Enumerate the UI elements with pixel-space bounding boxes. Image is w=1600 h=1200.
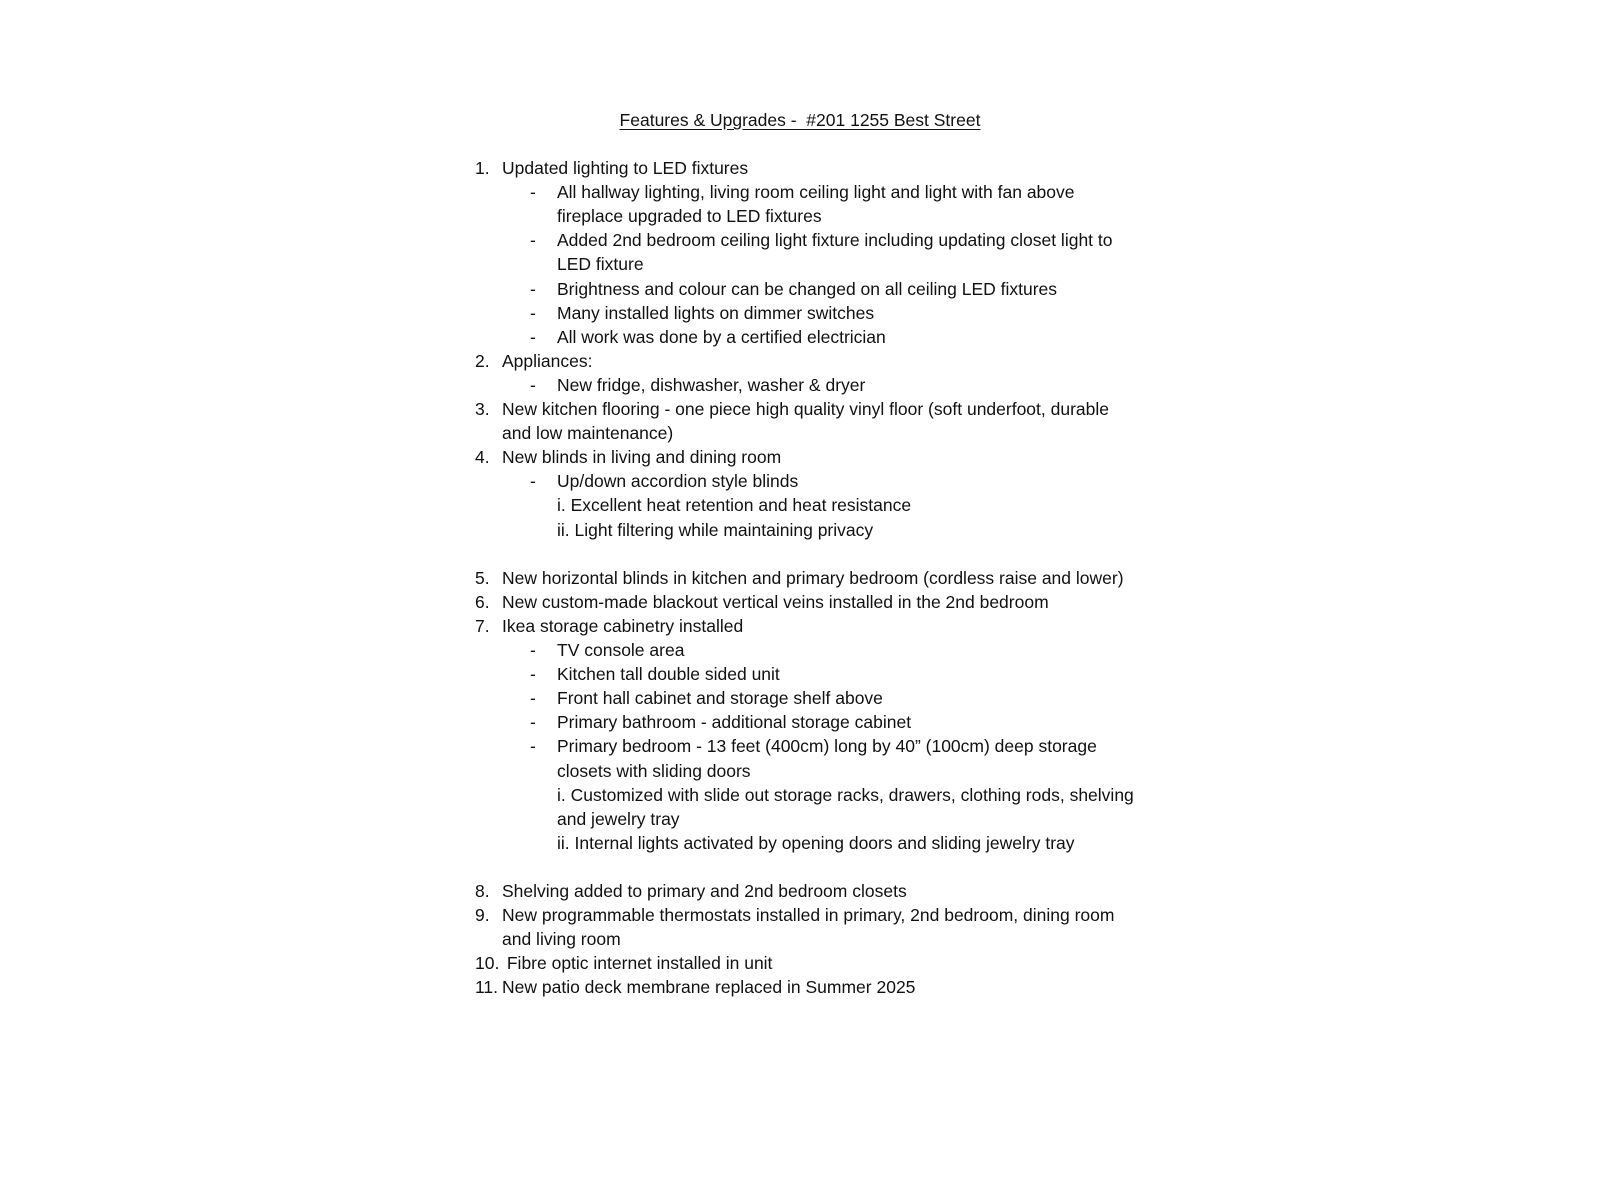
sub-item-text: Up/down accordion style blinds [557, 471, 799, 491]
list-item-text: New blinds in living and dining room [502, 447, 782, 467]
sub-item-text: fireplace upgraded to LED fixtures [557, 206, 822, 226]
list-item-number: 3. [475, 399, 490, 419]
sub-item-text: Primary bedroom - 13 feet (400cm) long by 40” (100cm) deep storage [557, 736, 1097, 756]
list-item-text: New patio deck membrane replaced in Summer 2025 [502, 977, 916, 997]
sub-item-text: Many installed lights on dimmer switches [557, 303, 875, 323]
list-item-text: New kitchen flooring - one piece high quality vinyl floor (soft underfoot, durable [502, 399, 1110, 419]
list-item-text: New custom-made blackout vertical veins installed in the 2nd bedroom [502, 592, 1049, 612]
sub-sub-item-text: i. Excellent heat retention and heat resistance [557, 495, 912, 515]
sub-sub-item-text: ii. Light filtering while maintaining privacy [557, 520, 874, 540]
sub-sub-item-text: ii. Internal lights activated by opening doors and sliding jewelry tray [557, 833, 1075, 853]
sub-item-text: Primary bathroom - additional storage cabinet [557, 712, 912, 732]
sub-item-text: Kitchen tall double sided unit [557, 664, 780, 684]
list-item-text: Updated lighting to LED fixtures [502, 158, 749, 178]
sub-item-bullet: - [530, 375, 536, 395]
sub-item-bullet: - [530, 688, 536, 708]
sub-item-bullet: - [530, 664, 536, 684]
sub-item-text: Front hall cabinet and storage shelf above [557, 688, 883, 708]
list-item-number: 6. [475, 592, 490, 612]
sub-item-bullet: - [530, 327, 536, 347]
sub-item-text: TV console area [557, 640, 685, 660]
sub-sub-item-text: i. Customized with slide out storage racks, drawers, clothing rods, shelving [557, 785, 1134, 805]
sub-item-text: Brightness and colour can be changed on all ceiling LED fixtures [557, 279, 1058, 299]
sub-item-bullet: - [530, 182, 536, 202]
list-item-number: 10. [475, 953, 500, 973]
sub-item-bullet: - [530, 230, 536, 250]
sub-item-text: All work was done by a certified electrician [557, 327, 886, 347]
list-item-text: and low maintenance) [502, 423, 674, 443]
sub-item-bullet: - [530, 471, 536, 491]
sub-item-bullet: - [530, 303, 536, 323]
list-item-text: Appliances: [502, 351, 593, 371]
sub-item-bullet: - [530, 279, 536, 299]
list-item-number: 4. [475, 447, 490, 467]
list-item-number: 8. [475, 881, 490, 901]
list-item-text: and living room [502, 929, 621, 949]
sub-item-bullet: - [530, 712, 536, 732]
list-item-number: 2. [475, 351, 490, 371]
sub-item-bullet: - [530, 736, 536, 756]
list-item-number: 1. [475, 158, 490, 178]
list-item-number: 7. [475, 616, 490, 636]
list-item-text: Shelving added to primary and 2nd bedroom closets [502, 881, 907, 901]
sub-item-text: Added 2nd bedroom ceiling light fixture including updating closet light to [557, 230, 1113, 250]
sub-sub-item-text: and jewelry tray [557, 809, 680, 829]
sub-item-text: All hallway lighting, living room ceiling light and light with fan above [557, 182, 1075, 202]
list-item-number: 11. [475, 977, 499, 997]
sub-item-bullet: - [530, 640, 536, 660]
list-item-number: 5. [475, 568, 490, 588]
sub-item-text: closets with sliding doors [557, 761, 751, 781]
list-item-text: Fibre optic internet installed in unit [502, 953, 773, 973]
sub-item-text: New fridge, dishwasher, washer & dryer [557, 375, 866, 395]
list-item-text: Ikea storage cabinetry installed [502, 616, 744, 636]
sub-item-text: LED fixture [557, 254, 644, 274]
document-title: Features & Upgrades - #201 1255 Best Street [619, 110, 981, 130]
list-item-text: New horizontal blinds in kitchen and primary bedroom (cordless raise and lower) [502, 568, 1124, 588]
list-item-number: 9. [475, 905, 490, 925]
list-item-text: New programmable thermostats installed in primary, 2nd bedroom, dining room [502, 905, 1115, 925]
